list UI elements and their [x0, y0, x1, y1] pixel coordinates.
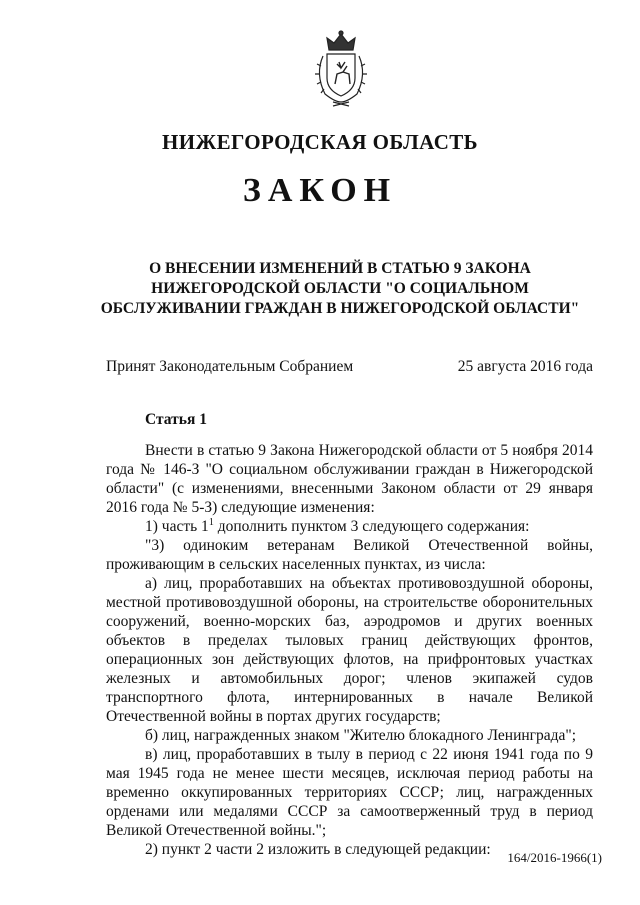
superscript: 1: [208, 516, 214, 528]
law-title-line: НИЖЕГОРОДСКОЙ ОБЛАСТИ "О СОЦИАЛЬНОМ: [151, 280, 529, 297]
paragraph: б) лиц, награжденных знаком "Жителю блокадного Ленинграда";: [145, 727, 577, 744]
document-type: ЗАКОН: [242, 172, 398, 209]
article-body: [106, 441, 593, 859]
law-title-line: ОБСЛУЖИВАНИИ ГРАЖДАН В НИЖЕГОРОДСКОЙ ОБЛАСТИ": [100, 300, 580, 317]
paragraph: Внести в статью 9 Закона Нижегородской области от 5 ноября 2014 года № 146-З "О социальном обслуживании граждан в Нижегородской области" (с изменениями, внесенными Законом области от 29 января 2016 года № 5-З) следующие изменения:: [106, 442, 593, 516]
article-heading: Статья 1: [145, 411, 207, 428]
region-name: НИЖЕГОРОДСКАЯ ОБЛАСТЬ: [162, 130, 478, 154]
paragraph: в) лиц, проработавших в тылу в период с 22 июня 1941 года по 9 мая 1945 года не менее шести месяцев, исключая период работы на временно оккупированных территориях СССР; лиц, награжденных орденами или медалями СССР за самоотверженный труд в период Великой Отечественной войны.";: [106, 746, 593, 839]
paragraph: а) лиц, проработавших на объектах противовоздушной обороны, местной противовоздушной обороны, на строительстве оборонительных сооружений, военно-морских баз, аэродромов и других военных объектов в пределах тыловых границ действующих фронтов, операционных зон действующих флотов, на прифронтовых участках железных и автомобильных дорог; членов экипажей судов транспортного флота, интернированных в начале Великой Отечественной войны в портах других государств;: [106, 575, 593, 725]
law-title-line: О ВНЕСЕНИИ ИЗМЕНЕНИЙ В СТАТЬЮ 9 ЗАКОНА: [149, 260, 531, 277]
paragraph-item-1: 1) часть $1^1$ дополнить пунктом 3 следующего содержания:: [145, 516, 530, 535]
law-title: [90, 259, 590, 319]
paragraph: "3) одиноким ветеранам Великой Отечественной войны, проживающим в сельских населенных пунктах, из числа:: [106, 537, 593, 573]
adoption-date: 25 августа 2016 года: [457, 358, 593, 375]
document-code: 164/2016-1966(1): [507, 850, 602, 865]
coat-of-arms-icon: [309, 28, 373, 108]
adopted-by: Принят Законодательным Собранием: [106, 358, 354, 375]
paragraph: 2) пункт 2 части 2 изложить в следующей редакции:: [145, 841, 491, 858]
